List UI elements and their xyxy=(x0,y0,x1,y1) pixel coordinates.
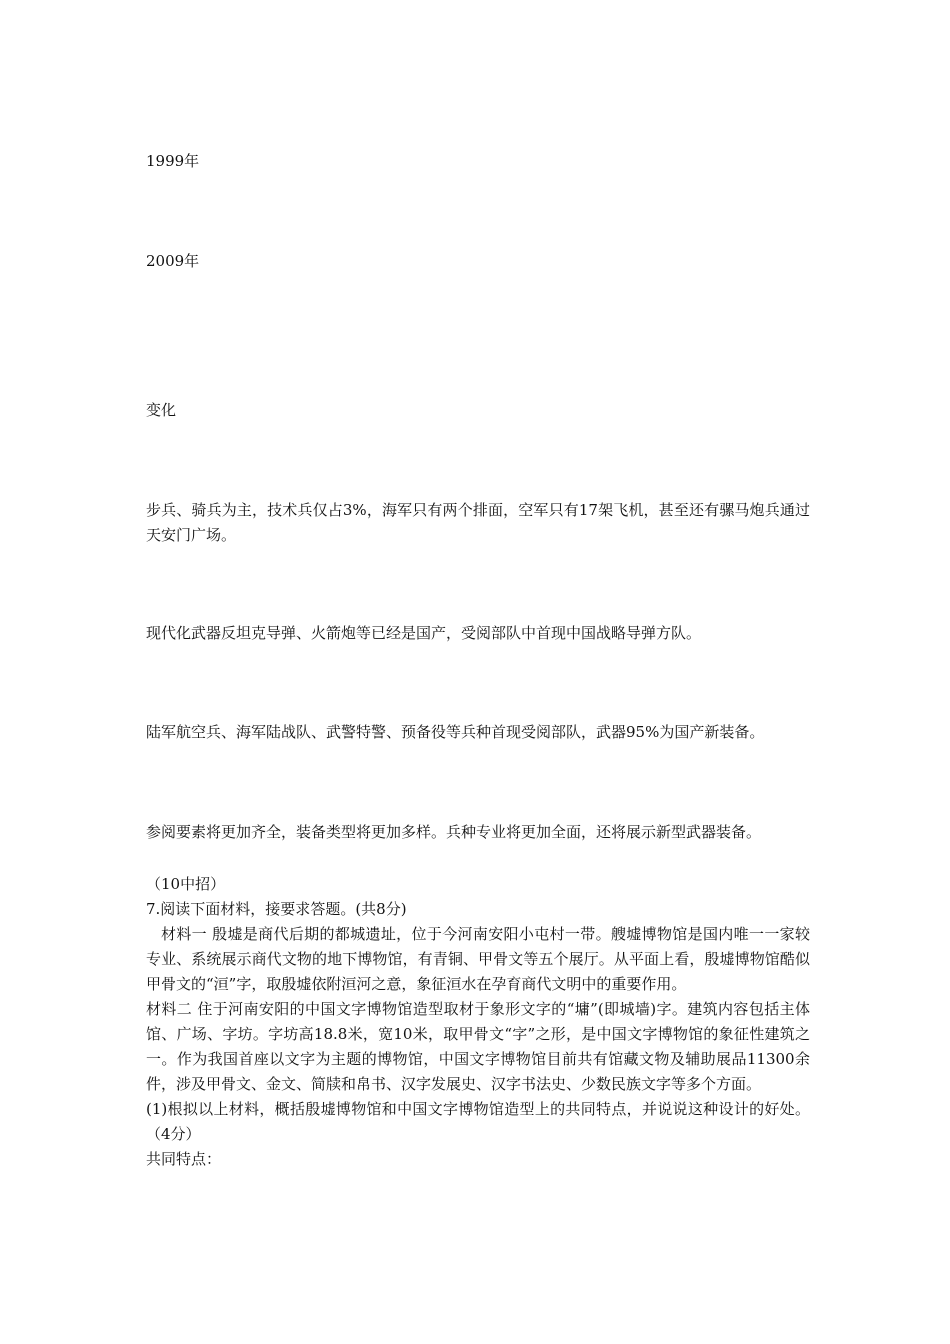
change-row-4: 参阅要素将更加齐全，装备类型将更加多样。兵种专业将更加全面，还将展示新型武器装备。 xyxy=(146,823,762,841)
material-two: 材料二 住于河南安阳的中国文字博物馆造型取材于象形文字的“墉”(即城墙)字。建筑内容包括主体馆、广场、字坊。字坊高18.8米，宽10米，取甲骨文“字”之形，是中国文字博物馆的象征性建筑之一。作为我国首座以文字为主题的博物馆，中国文字博物馆目前共有馆藏文物及辅助展品11300余件，涉及甲骨文、金文、简牍和帛书、汉字发展史、汉字书法史、少数民族文字等多个方面。 xyxy=(146,1000,810,1093)
change-row-2: 现代化武器反坦克导弹、火箭炮等已经是国产，受阅部队中首现中国战略导弹方队。 xyxy=(146,624,702,642)
material-one: 材料一 殷墟是商代后期的都城遗址，位于今河南安阳小屯村一带。艘墟博物馆是国内唯一一家较专业、系统展示商代文物的地下博物馆，有青铜、甲骨文等五个展厅。从平面上看，殷墟博物馆酷似甲骨文的“洹”字，取殷墟依附洹河之意，象征洹水在孕育商代文明中的重要作用。 xyxy=(146,925,810,993)
question-title: 7.阅读下面材料，接要求答题。(共8分) xyxy=(146,900,407,918)
sub-question-1: (1)根拟以上材料，概括殷墟博物馆和中国文字博物馆造型上的共同特点，并说说这种设计的好处。（4分） xyxy=(146,1100,810,1143)
answer-label: 共同特点： xyxy=(146,1150,222,1168)
change-row-1: 步兵、骑兵为主，技术兵仅占3%，海军只有两个排面，空军只有17架飞机，甚至还有骡马炮兵通过天安门广场。 xyxy=(146,501,810,544)
year-2009: 2009年 xyxy=(146,252,200,270)
year-1999: 1999年 xyxy=(146,152,200,170)
change-row-3: 陆军航空兵、海军陆战队、武警特警、预备役等兵种首现受阅部队，武器95%为国产新装备。 xyxy=(146,723,765,741)
question-block xyxy=(146,872,810,1172)
change-header: 变化 xyxy=(146,401,177,419)
source-note: （10中招） xyxy=(146,875,226,893)
